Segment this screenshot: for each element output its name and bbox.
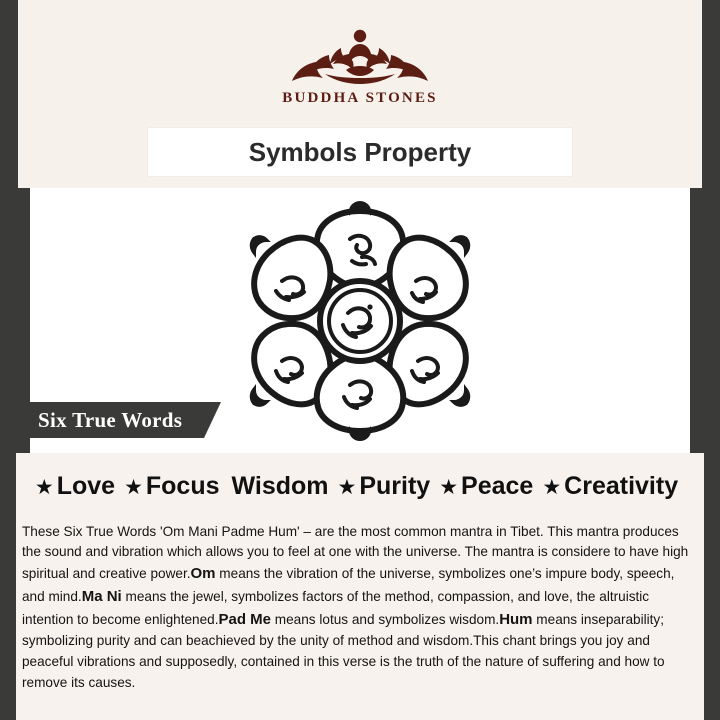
star-icon: ★ [34,476,54,499]
term-mani: Ma Ni [81,587,122,605]
term-padme: Pad Me [218,610,272,628]
star-icon: ★ [439,476,459,499]
page-title-text: Symbols Property [248,136,472,167]
keyword-label: Wisdom [231,472,329,500]
frame-left-top [0,0,18,188]
body-paragraph [22,522,698,694]
frame-right-middle [690,188,720,453]
body-text-padme: means lotus and symbolizes wisdom. [271,611,500,627]
body-text-intro: These Six True Words 'Om Mani Padme Hum' – are the most common mantra in Tibet. This mantra produces the sound and vibration which allows you to feel at one with the universe. The mantra is considere to have high spiritual and creative power. [22,523,689,581]
section-tab-six-true-words [16,402,204,438]
keyword-label: Purity [359,472,431,500]
body-text-hum: means inseparability; symbolizing purity and can beachieved by the unity of method and wisdom.This chant brings you joy and peaceful vibrations and supposedly, contained in this verse is the truth of the nature of suffering and how to remove its causes. [22,611,665,690]
keyword-label: Creativity [564,472,679,500]
keyword-label: Focus [145,472,220,500]
brand-logo [18,22,702,107]
frame-right-bottom [704,453,720,720]
six-true-words-lotus-mandala-icon [210,195,510,447]
star-icon: ★ [124,476,143,499]
term-om: Om [190,564,216,582]
section-tab-label: Six True Words [38,407,183,432]
keyword-item [124,472,226,501]
keyword-label: Peace [461,472,534,500]
star-icon: ★ [337,476,357,499]
lotus-meditation-icon [285,22,435,84]
star-icon: ★ [542,476,562,499]
term-hum: Hum [499,610,533,628]
frame-left-bottom [0,453,16,720]
keyword-item [542,472,685,501]
keyword-item [439,472,540,501]
body-text-om: means the vibration of the universe, symbolizes one’s impure body, speech, and mind. [22,565,675,604]
keyword-label: Love [56,472,116,500]
page-title [148,128,572,176]
frame-right-top [702,0,720,188]
keyword-item [338,472,438,501]
keyword-item [35,472,122,501]
keyword-item [229,472,336,501]
brand-name: BUDDHA STONES [282,90,438,106]
body-text-mani: means the jewel, symbolizes factors of the method, compassion, and love, the altruistic intention to become enlightened. [22,588,650,627]
keyword-list [16,472,704,501]
